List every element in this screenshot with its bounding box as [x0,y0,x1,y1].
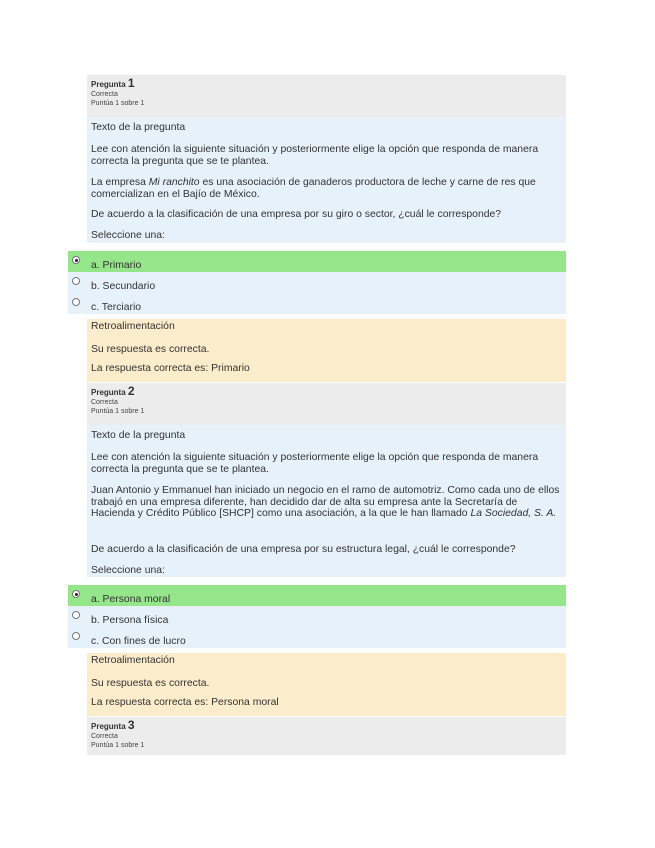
question-prompt: De acuerdo a la clasificación de una empresa por su giro o sector, ¿cuál le corresponde? [91,209,502,220]
radio-button[interactable] [72,590,80,598]
select-prompt: Seleccione una: [91,565,165,576]
radio-button[interactable] [72,256,80,264]
question-paragraph-1: Lee con atención la siguiente situación y posteriormente elige la opción que responda de manera correcta la pregunta que se te plantea. [91,144,539,167]
question-title: Pregunta 1 [91,76,135,90]
question-2-text [87,425,566,577]
radio-button[interactable] [72,277,80,285]
question-grade: Puntúa 1 sobre 1 [91,100,145,107]
question-state: Correcta [91,91,118,98]
answer-option[interactable]: c. Con fines de lucro [68,627,566,648]
question-grade: Puntúa 1 sobre 1 [91,408,145,415]
question-text-heading: Texto de la pregunta [91,122,186,133]
question-grade: Puntúa 1 sobre 1 [91,742,145,749]
question-1-text [87,117,566,243]
radio-button[interactable] [72,611,80,619]
question-2-header [87,383,566,425]
question-state: Correcta [91,733,118,740]
select-prompt: Seleccione una: [91,230,165,241]
radio-button[interactable] [72,298,80,306]
question-state: Correcta [91,399,118,406]
answer-option[interactable]: a. Persona moral [68,585,566,606]
question-3-header [87,717,566,755]
feedback-heading: Retroalimentación [91,321,175,332]
feedback-result: Su respuesta es correcta. [91,344,210,355]
question-1-header [87,75,566,117]
question-paragraph-1: Lee con atención la siguiente situación y posteriormente elige la opción que responda de manera correcta la pregunta que se te plantea. [91,452,539,475]
question-paragraph-2: Juan Antonio y Emmanuel han iniciado un negocio en el ramo de automotriz. Como cada uno de ellos trabajó en una empresa diferente, han decidido dar de alta su empresa ante la Secretaría de Hacienda y Crédito Público [SHCP] como una asociación, a la que le han llamado La Sociedad, S. A. [91,485,560,519]
answer-option[interactable]: b. Secundario [68,272,566,293]
question-text-heading: Texto de la pregunta [91,430,186,441]
feedback-correct-answer: La respuesta correcta es: Primario [91,363,250,374]
radio-button[interactable] [72,632,80,640]
question-title: Pregunta 3 [91,718,135,732]
feedback-panel [87,653,566,716]
feedback-result: Su respuesta es correcta. [91,678,210,689]
question-title: Pregunta 2 [91,384,135,398]
feedback-heading: Retroalimentación [91,655,175,666]
answer-option[interactable]: a. Primario [68,251,566,272]
answer-option[interactable]: b. Persona física [68,606,566,627]
question-prompt: De acuerdo a la clasificación de una empresa por su estructura legal, ¿cuál le corresponde? [91,544,516,555]
answer-option[interactable]: c. Terciario [68,293,566,314]
question-paragraph-2: La empresa Mi ranchito es una asociación de ganaderos productora de leche y carne de res que comercializan en el Bajío de México. [91,177,536,200]
feedback-correct-answer: La respuesta correcta es: Persona moral [91,697,279,708]
feedback-panel [87,319,566,382]
